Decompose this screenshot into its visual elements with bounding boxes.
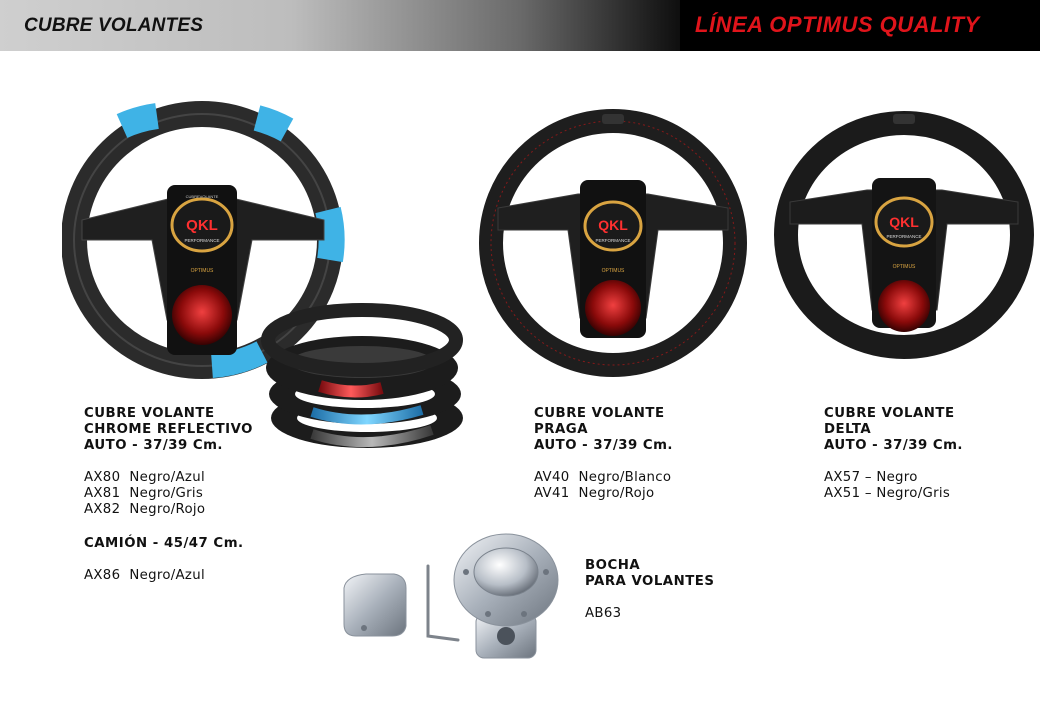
product-heading-line: DELTA xyxy=(824,422,872,437)
product-chrome-reflectivo xyxy=(84,406,253,584)
product-heading-line: CUBRE VOLANTE xyxy=(84,406,215,421)
product-heading-line: BOCHA xyxy=(585,558,641,573)
svg-text:QKL: QKL xyxy=(889,214,919,230)
svg-text:OPTIMUS: OPTIMUS xyxy=(892,264,916,270)
product-heading-line: AUTO - 37/39 Cm. xyxy=(84,438,223,453)
svg-text:OPTIMUS: OPTIMUS xyxy=(190,268,214,274)
variant-item: AX57 – Negro xyxy=(824,470,918,485)
product-image-delta xyxy=(772,110,1036,360)
product-image-praga xyxy=(478,108,748,378)
product-delta xyxy=(824,406,963,502)
svg-text:QKL: QKL xyxy=(598,217,628,233)
product-heading-line: PARA VOLANTES xyxy=(585,574,715,589)
product-heading-line: PRAGA xyxy=(534,422,588,437)
product-heading-line: CUBRE VOLANTE xyxy=(824,406,955,421)
variant-item: AX86 Negro/Azul xyxy=(84,568,205,583)
page-title: CUBRE VOLANTES xyxy=(24,15,204,36)
svg-text:PERFORMANCE: PERFORMANCE xyxy=(886,234,922,239)
variant-item: AX81 Negro/Gris xyxy=(84,486,204,501)
svg-text:PERFORMANCE: PERFORMANCE xyxy=(184,238,220,243)
product-heading-line: AUTO - 37/39 Cm. xyxy=(824,438,963,453)
variant-item: AX51 – Negro/Gris xyxy=(824,486,951,501)
variant-item: AB63 xyxy=(585,606,622,621)
product-praga xyxy=(534,406,673,502)
truck-size-heading: CAMIÓN - 45/47 Cm. xyxy=(84,536,244,551)
variant-item: AX80 Negro/Azul xyxy=(84,470,205,485)
svg-text:PERFORMANCE: PERFORMANCE xyxy=(595,238,631,243)
variant-item: AV41 Negro/Rojo xyxy=(534,486,655,501)
variant-item: AV40 Negro/Blanco xyxy=(534,470,672,485)
product-image-bocha xyxy=(336,528,566,668)
brand-line-title: LÍNEA OPTIMUS QUALITY xyxy=(695,12,980,37)
product-heading-line: CHROME REFLECTIVO xyxy=(84,422,253,437)
product-heading-line: CUBRE VOLANTE xyxy=(534,406,665,421)
logo-brand-text: QKL xyxy=(186,217,218,234)
svg-text:CUBREVOLANTE: CUBREVOLANTE xyxy=(185,194,219,199)
product-heading-line: AUTO - 37/39 Cm. xyxy=(534,438,673,453)
svg-text:OPTIMUS: OPTIMUS xyxy=(601,268,625,274)
variant-item: AX82 Negro/Rojo xyxy=(84,502,206,517)
product-bocha xyxy=(585,558,714,622)
